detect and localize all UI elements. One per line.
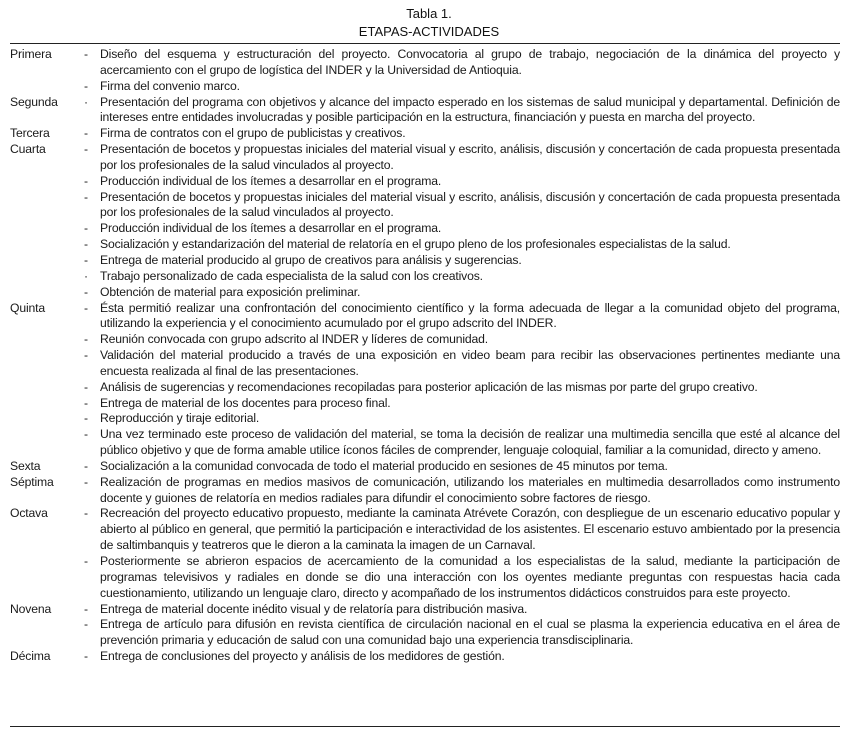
stage-row (10, 301, 840, 459)
bullet-dash-icon: - (84, 78, 88, 93)
bullet-dash-icon: - (84, 221, 88, 236)
bullet-dash-icon: - (84, 126, 88, 141)
activity-text: Socialización y estandarización del material de relatoría en el grupo pleno de los profesionales especialistas de la salud. (100, 237, 731, 252)
activity-item (82, 253, 840, 269)
activity-item (82, 554, 840, 602)
stage-label: Primera (10, 47, 52, 61)
activity-item (82, 506, 840, 554)
stage-activities (82, 506, 840, 601)
activity-item (82, 95, 840, 127)
activity-text: Presentación de bocetos y propuestas iniciales del material visual y escrito, análisis, discusión y concertación de cada propuesta presentada por los profesionales de la salud vinculados al proyecto. (100, 142, 840, 172)
stage-label: Sexta (10, 458, 41, 473)
bullet-dash-icon: - (84, 348, 88, 363)
stage-activities (82, 126, 840, 142)
top-rule (10, 43, 840, 44)
activity-item (82, 475, 840, 507)
bullet-dash-icon: - (84, 173, 88, 188)
stage-label: Séptima (10, 474, 54, 489)
stage-label: Tercera (10, 126, 50, 141)
activity-item (82, 348, 840, 380)
stage-label: Décima (10, 649, 51, 664)
stage-label: Novena (10, 601, 52, 616)
activity-item (82, 649, 840, 665)
activity-item (82, 237, 840, 253)
stage-row (10, 506, 840, 601)
activity-item (82, 142, 840, 174)
stage-row (10, 602, 840, 650)
bullet-dash-icon: - (84, 332, 88, 347)
stage-activities (82, 475, 840, 507)
activity-item (82, 411, 840, 427)
activity-text: Entrega de artículo para difusión en revista científica de circulación nacional en el cual se plasma la experiencia educativa en el área de prevención primaria y educación de salud con una comunidad bajo una experiencia transdisciplinaria. (100, 617, 840, 648)
activity-item (82, 602, 840, 618)
activity-text: Reunión convocada con grupo adscrito al INDER y líderes de comunidad. (100, 332, 488, 347)
activity-text: Producción individual de los ítemes a desarrollar en el programa. (100, 173, 442, 188)
stage-activities (82, 47, 840, 95)
activity-text: Validación del material producido a través de una exposición en video beam para recibir las observaciones pertinentes mediante una encuesta realizada al final de las presentaciones. (100, 348, 840, 378)
activity-text: Entrega de conclusiones del proyecto y análisis de los medidores de gestión. (100, 649, 505, 664)
bullet-dash-icon: - (84, 189, 88, 204)
stage-row (10, 142, 840, 300)
bullet-dash-icon: - (84, 252, 88, 267)
stage-label: Octava (10, 506, 48, 521)
activity-text: Entrega de material docente inédito visual y de relatoría para distribución masiva. (100, 601, 528, 616)
activity-text: Firma de contratos con el grupo de publicistas y creativos. (100, 126, 406, 141)
bullet-dash-icon: - (84, 458, 88, 473)
activity-item (82, 174, 840, 190)
activity-text: Reproducción y tiraje editorial. (100, 411, 260, 426)
table-title: Tabla 1. (406, 6, 452, 21)
activity-text: Socialización a la comunidad convocada de todo el material producido en sesiones de 45 minutos por tema. (100, 458, 668, 473)
activity-text: Realización de programas en medios masivos de comunicación, utilizando los materiales en multimedia desarrollados como instrumento docente y guiones de relatoría en medios radiales para difundir el conocimiento sobre factores de riesgo. (100, 474, 840, 505)
activity-text: Firma del convenio marco. (100, 78, 240, 93)
stage-row (10, 475, 840, 507)
activity-item (82, 427, 840, 459)
bullet-dash-icon: - (84, 649, 88, 664)
activity-item (82, 126, 840, 142)
bullet-dash-icon: - (84, 395, 88, 410)
activity-text: Presentación del programa con objetivos y alcance del impacto esperado en los sistemas de salud municipal y departamental. Definición de intereses entre entidades involucradas y posible participación en la estructura, financiación y puesta en marcha del proyecto. (100, 94, 840, 125)
bullet-dash-icon: - (84, 300, 88, 315)
activity-item (82, 459, 840, 475)
bullet-dash-icon: - (84, 411, 88, 426)
bullet-dash-icon: - (84, 474, 88, 489)
stage-activities (82, 142, 840, 300)
activity-item (82, 301, 840, 333)
activity-item (82, 269, 840, 285)
activity-text: Diseño del esquema y estructuración del proyecto. Convocatoria al grupo de trabajo, negociación de la dinámica del proyecto y acercamiento con el grupo de logística del INDER y la Universidad de Antioquia. (100, 47, 840, 77)
activity-item (82, 79, 840, 95)
stage-row (10, 95, 840, 127)
stage-label: Segunda (10, 94, 58, 109)
stage-activities (82, 459, 840, 475)
activity-text: Análisis de sugerencias y recomendaciones recopiladas para posterior aplicación de las mismas por parte del grupo creativo. (100, 379, 758, 394)
stage-row (10, 126, 840, 142)
activity-item (82, 47, 840, 79)
activity-item (82, 285, 840, 301)
activity-text: Obtención de material para exposición preliminar. (100, 284, 361, 299)
bullet-dash-icon: - (84, 379, 88, 394)
bullet-dash-icon: - (84, 601, 88, 616)
activity-text: Recreación del proyecto educativo propuesto, mediante la caminata Atrévete Corazón, con despliegue de un escenario educativo popular y abierto al público en general, que permitió la participación e interactividad de los asistentes. El escenario estuvo ambientado por la presencia de saltimbanquis y teatreros que le dieron a la caminata la imagen de un Carnaval. (100, 506, 840, 553)
stage-activities (82, 301, 840, 459)
activity-text: Entrega de material producido al grupo de creativos para análisis y sugerencias. (100, 252, 522, 267)
stage-activities (82, 649, 840, 665)
activity-text: Presentación de bocetos y propuestas iniciales del material visual y escrito, análisis, discusión y concertación de cada propuesta presentada por los profesionales de la salud vinculados al proyecto. (100, 189, 840, 220)
activity-item (82, 332, 840, 348)
activity-item (82, 617, 840, 649)
table-subtitle: ETAPAS-ACTIVIDADES (358, 24, 500, 39)
activity-item (82, 380, 840, 396)
activity-item (82, 396, 840, 412)
bullet-dash-icon: · (84, 268, 88, 283)
activity-item (82, 221, 840, 237)
bullet-dash-icon: - (84, 237, 88, 252)
bullet-dash-icon: - (84, 47, 88, 61)
activity-text: Trabajo personalizado de cada especialista de la salud con los creativos. (100, 268, 483, 283)
activity-text: Entrega de material de los docentes para proceso final. (100, 395, 391, 410)
stage-row (10, 649, 840, 665)
stage-label: Cuarta (10, 142, 46, 157)
activity-text: Posteriormente se abrieron espacios de acercamiento de la comunidad a los especialistas de la salud, mediante la participación de programas televisivos y radiales en donde se dio una interacción con los oyentes mediante preguntas con respuestas hacia cada cuestionamiento, utilizando un lenguaje claro, directo y acompañado de los instrumentos didácticos construidos para este proyecto. (100, 554, 840, 600)
bullet-dash-icon: - (84, 554, 88, 568)
stage-activities (82, 95, 840, 127)
stage-activities (82, 602, 840, 650)
activity-item (82, 190, 840, 222)
activity-text: Una vez terminado este proceso de validación del material, se toma la decisión de realizar una multimedia sencilla que esté al alcance del público objetivo y que de forma amable utilice íconos fáciles de comprender, lenguaje coloquial, familiar a la comunidad, directo y ameno. (100, 427, 840, 458)
bullet-dash-icon: · (84, 94, 88, 109)
bullet-dash-icon: - (84, 284, 88, 299)
stages-activities-table (10, 47, 840, 665)
bullet-dash-icon: - (84, 506, 88, 521)
activity-text: Ésta permitió realizar una confrontación del conocimiento científico y la forma adecuada de llegar a la comunidad objeto del programa, utilizando la experiencia y el conocimiento acumulado por el grupo adscrito del INDER. (100, 300, 840, 331)
activity-text: Producción individual de los ítemes a desarrollar en el programa. (100, 221, 442, 236)
stage-row (10, 47, 840, 95)
bullet-dash-icon: - (84, 142, 88, 157)
stage-label: Quinta (10, 300, 46, 315)
stage-row (10, 459, 840, 475)
bullet-dash-icon: - (84, 427, 88, 442)
bottom-rule (10, 726, 840, 727)
bullet-dash-icon: - (84, 617, 88, 632)
